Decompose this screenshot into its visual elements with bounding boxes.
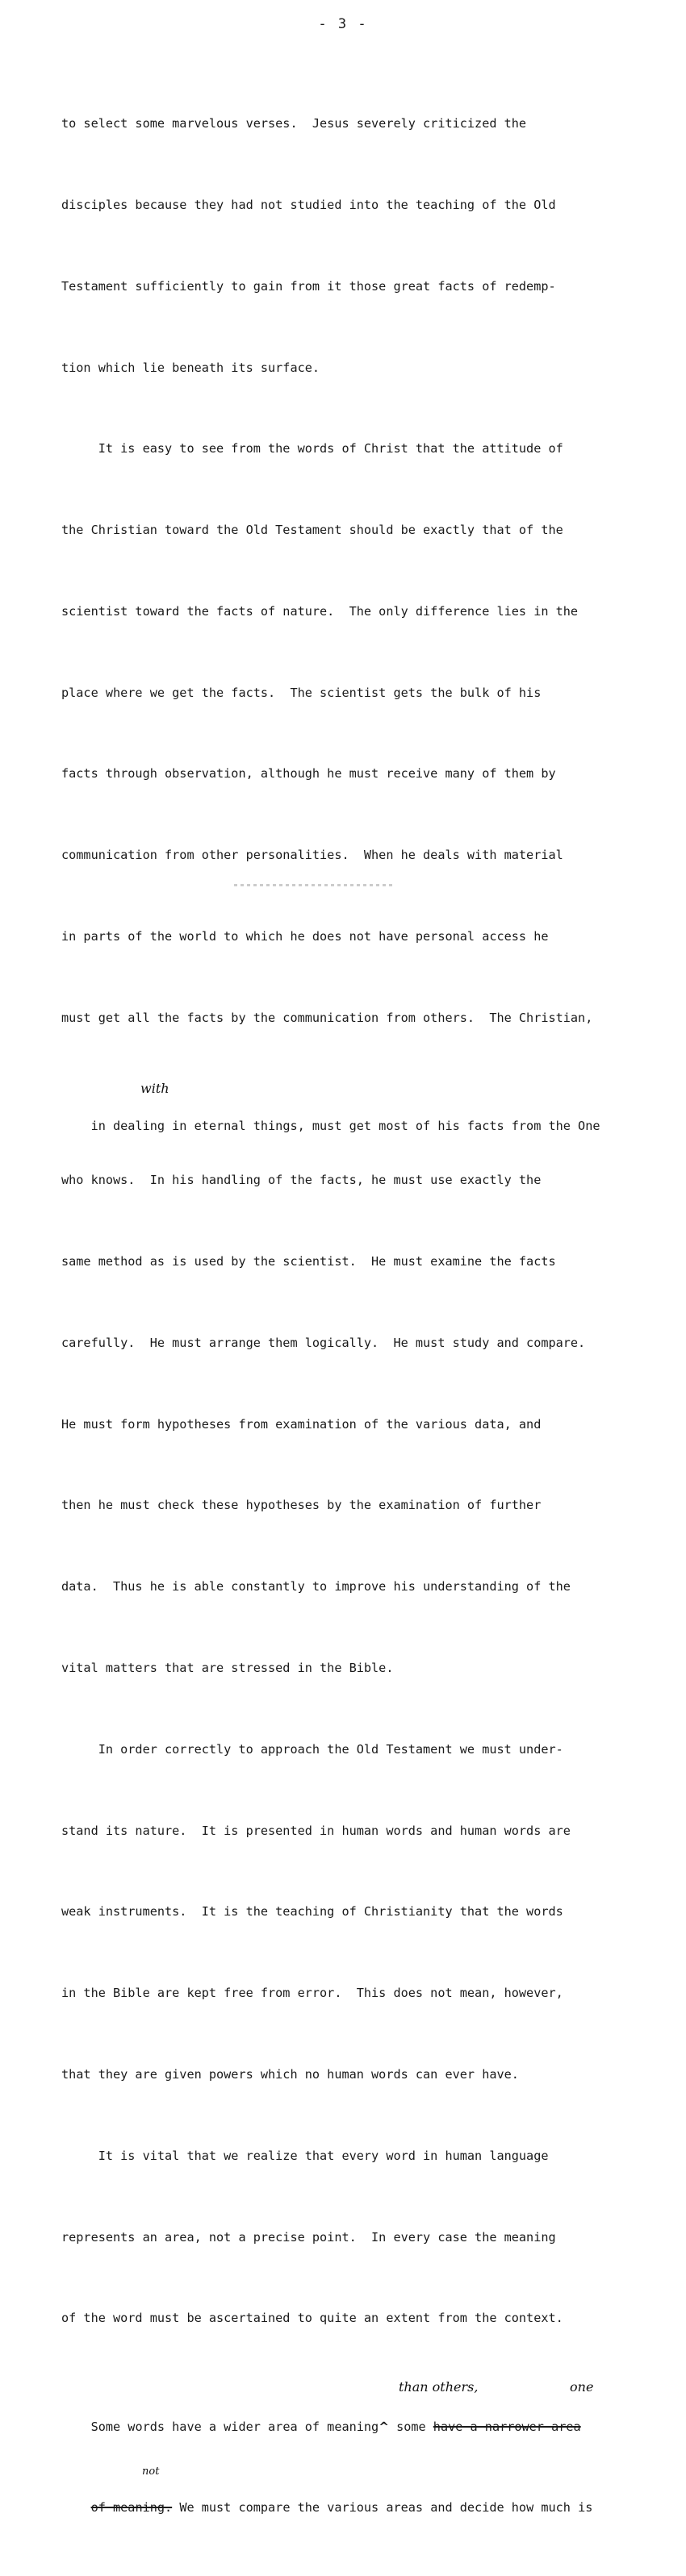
handwritten-insert-not: not [142,2465,160,2478]
insert-caret: ^ [379,2419,389,2434]
text-line: In order correctly to approach the Old Testament we must under- [61,1741,563,1757]
text-line: to select some marvelous verses. Jesus severely criticized the [61,116,527,131]
handwritten-insert-one: one [570,2379,594,2395]
document-body [61,56,659,2522]
text-line: of the word must be ascertained to quite an extent from the context. [61,2311,563,2326]
text-line: the Christian toward the Old Testament should be exactly that of the [61,523,563,538]
text-segment: Some words have a wider area of meaning [90,2419,379,2434]
text-segment: some [388,2419,433,2434]
text-line [61,2465,659,2516]
scan-artifact [234,884,395,886]
text-line: then he must check these hypotheses by the examination of further [61,1498,542,1513]
text-line: He must form hypotheses from examination of the various data, and [61,1416,542,1432]
text-line: vital matters that are stressed in the Bible. [61,1661,394,1676]
text-line: place where we get the facts. The scientist gets the bulk of his [61,685,542,700]
text-line: tion which lie beneath its surface. [61,360,320,375]
handwritten-insert-than-others: than others, [399,2379,479,2395]
text-line: who knows. In his handling of the facts, he must use exactly the [61,1173,542,1188]
text-line: must get all the facts by the communication from others. The Christian, [61,1010,593,1025]
page-number: - 3 - [318,16,368,32]
text-line: communication from other personalities. When he deals with material [61,848,563,863]
text-line: Testament sufficiently to gain from it those great facts of redemp- [61,278,556,294]
text-line: represents an area, not a precise point. In every case the meaning [61,2229,556,2245]
handwritten-insert-with: with [140,1080,169,1096]
text-line: in the Bible are kept free from error. This does not mean, however, [61,1986,563,2001]
text-line: data. Thus he is able constantly to improve his understanding of the [61,1579,571,1594]
struck-text: of meaning. [90,2500,173,2516]
text-line: in parts of the world to which he does not have personal access he [61,929,549,944]
text-segment: We must compare the various areas and decide how much is [172,2500,593,2516]
text-line: stand its nature. It is presented in human words and human words are [61,1823,571,1838]
text-line: It is vital that we realize that every word in human language [61,2148,549,2163]
text-line: scientist toward the facts of nature. The only difference lies in the [61,603,579,619]
text-line [61,2379,659,2434]
text-line: It is easy to see from the words of Christ that the attitude of [61,441,563,456]
text-line: same method as is used by the scientist. He must examine the facts [61,1254,556,1269]
text-line: that they are given powers which no human words can ever have. [61,2066,519,2082]
text-line-content: in dealing in eternal things, must get most of his facts from the One [90,1119,600,1134]
text-line: facts through observation, although he must receive many of them by [61,766,556,782]
text-line: carefully. He must arrange them logically. He must study and compare. [61,1335,586,1350]
struck-text: have a narrower area [433,2419,581,2434]
text-line [61,1080,659,1134]
text-line: weak instruments. It is the teaching of Christianity that the words [61,1904,563,1919]
text-line: disciples because they had not studied into the teaching of the Old [61,197,556,212]
